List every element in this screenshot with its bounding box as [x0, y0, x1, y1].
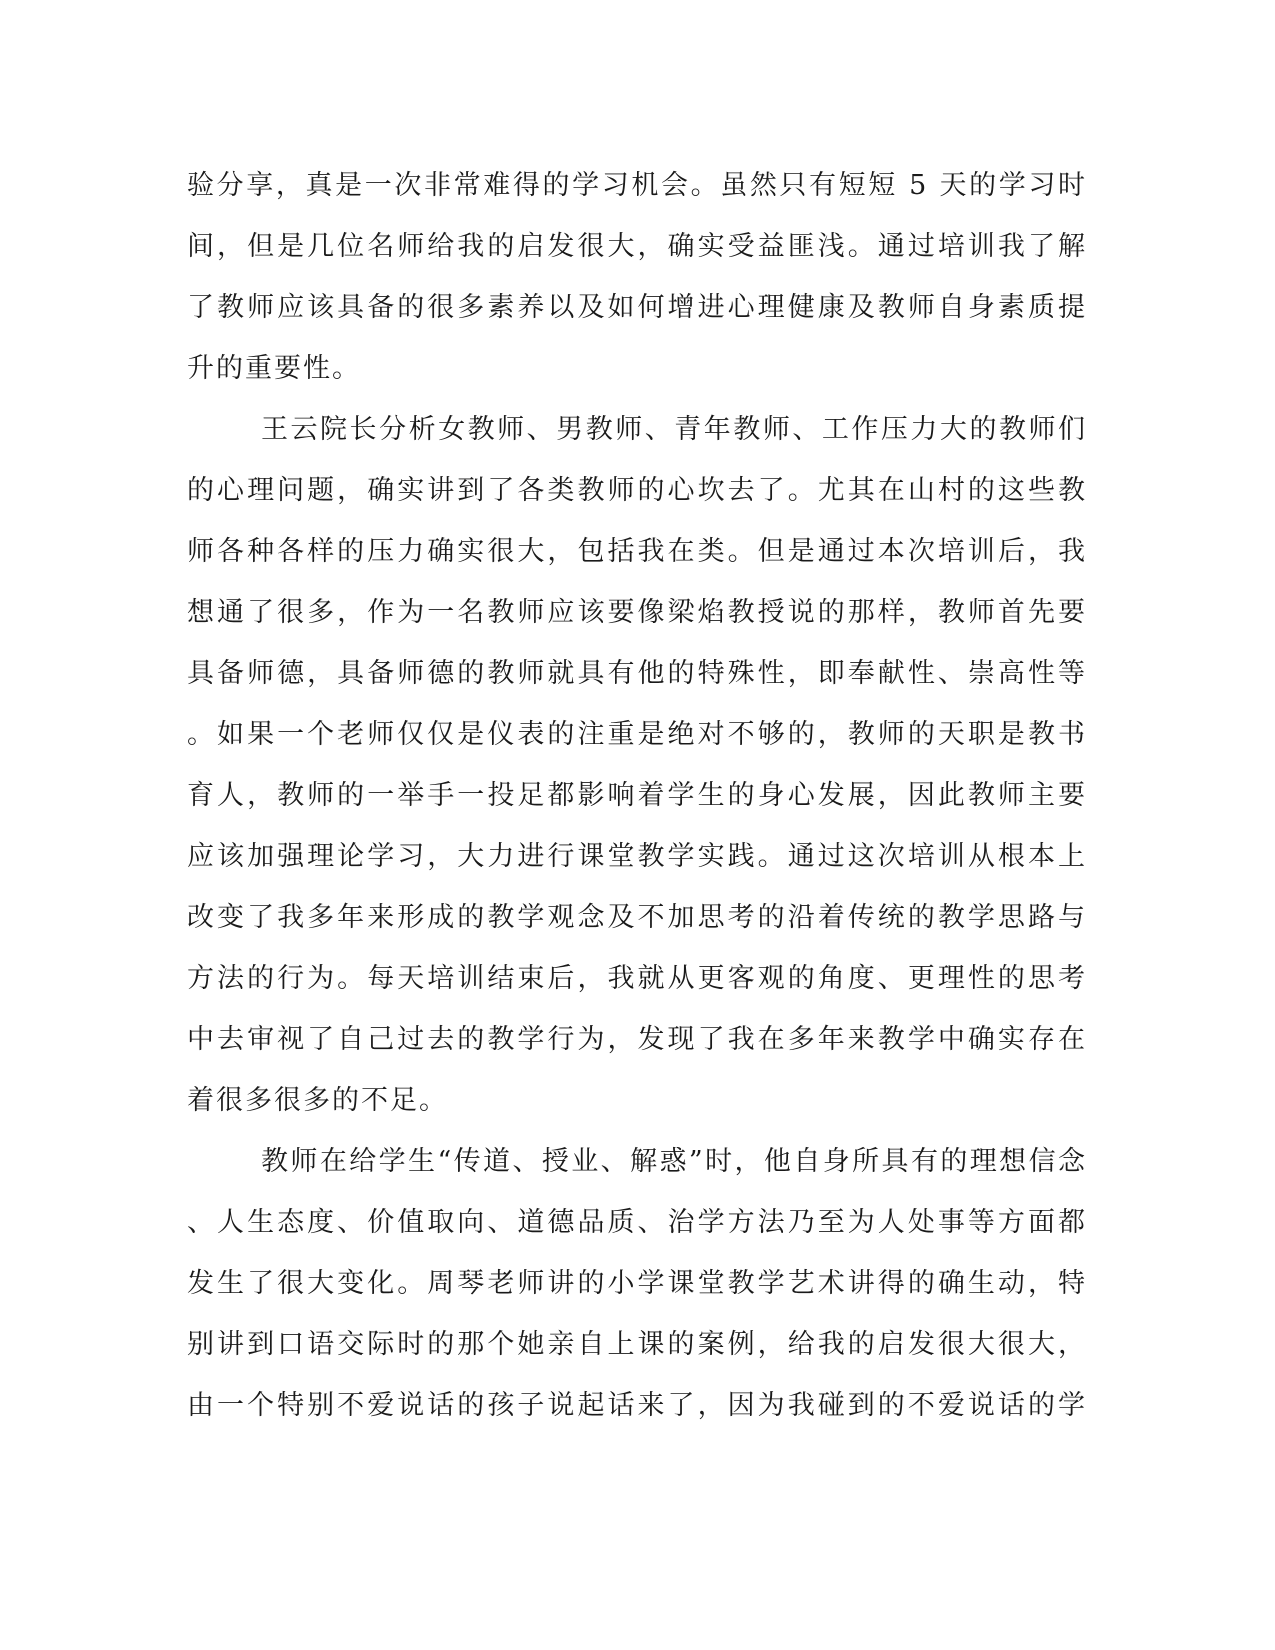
text-line: 具备师德，具备师德的教师就具有他的特殊性，即奉献性、崇高性等 — [187, 658, 1087, 689]
text-line: 着很多很多的不足。 — [187, 1085, 448, 1116]
text-line: 升的重要性。 — [187, 353, 361, 384]
text-line: 中去审视了自己过去的教学行为，发现了我在多年来教学中确实存在 — [187, 1024, 1087, 1055]
text-line: 应该加强理论学习，大力进行课堂教学实践。通过这次培训从根本上 — [187, 841, 1087, 872]
text-line: 。如果一个老师仅仅是仪表的注重是绝对不够的，教师的天职是教书 — [187, 719, 1087, 750]
text-line: 想通了很多，作为一名教师应该要像梁焰教授说的那样，教师首先要 — [187, 597, 1087, 628]
body-text — [187, 155, 1087, 1436]
text-line: 间，但是几位名师给我的启发很大，确实受益匪浅。通过培训我了解 — [187, 231, 1087, 262]
text-line: 方法的行为。每天培训结束后，我就从更客观的角度、更理性的思考 — [187, 963, 1087, 994]
text-line: 由一个特别不爱说话的孩子说起话来了，因为我碰到的不爱说话的学 — [187, 1390, 1087, 1421]
text-line: 发生了很大变化。周琴老师讲的小学课堂教学艺术讲得的确生动，特 — [187, 1268, 1087, 1299]
text-line: 育人，教师的一举手一投足都影响着学生的身心发展，因此教师主要 — [187, 780, 1087, 811]
text-line: 王云院长分析女教师、男教师、青年教师、工作压力大的教师们 — [261, 414, 1087, 445]
text-line: 师各种各样的压力确实很大，包括我在类。但是通过本次培训后，我 — [187, 536, 1087, 567]
text-line: 、人生态度、价值取向、道德品质、治学方法乃至为人处事等方面都 — [187, 1207, 1087, 1238]
text-line: 验分享，真是一次非常难得的学习机会。虽然只有短短 5 天的学习时 — [187, 170, 1087, 201]
text-line: 改变了我多年来形成的教学观念及不加思考的沿着传统的教学思路与 — [187, 902, 1087, 933]
text-line: 教师在给学生“传道、授业、解惑”时，他自身所具有的理想信念 — [261, 1146, 1087, 1177]
text-line: 的心理问题，确实讲到了各类教师的心坎去了。尤其在山村的这些教 — [187, 475, 1087, 506]
text-line: 了教师应该具备的很多素养以及如何增进心理健康及教师自身素质提 — [187, 292, 1087, 323]
text-line: 别讲到口语交际时的那个她亲自上课的案例，给我的启发很大很大， — [187, 1329, 1087, 1360]
